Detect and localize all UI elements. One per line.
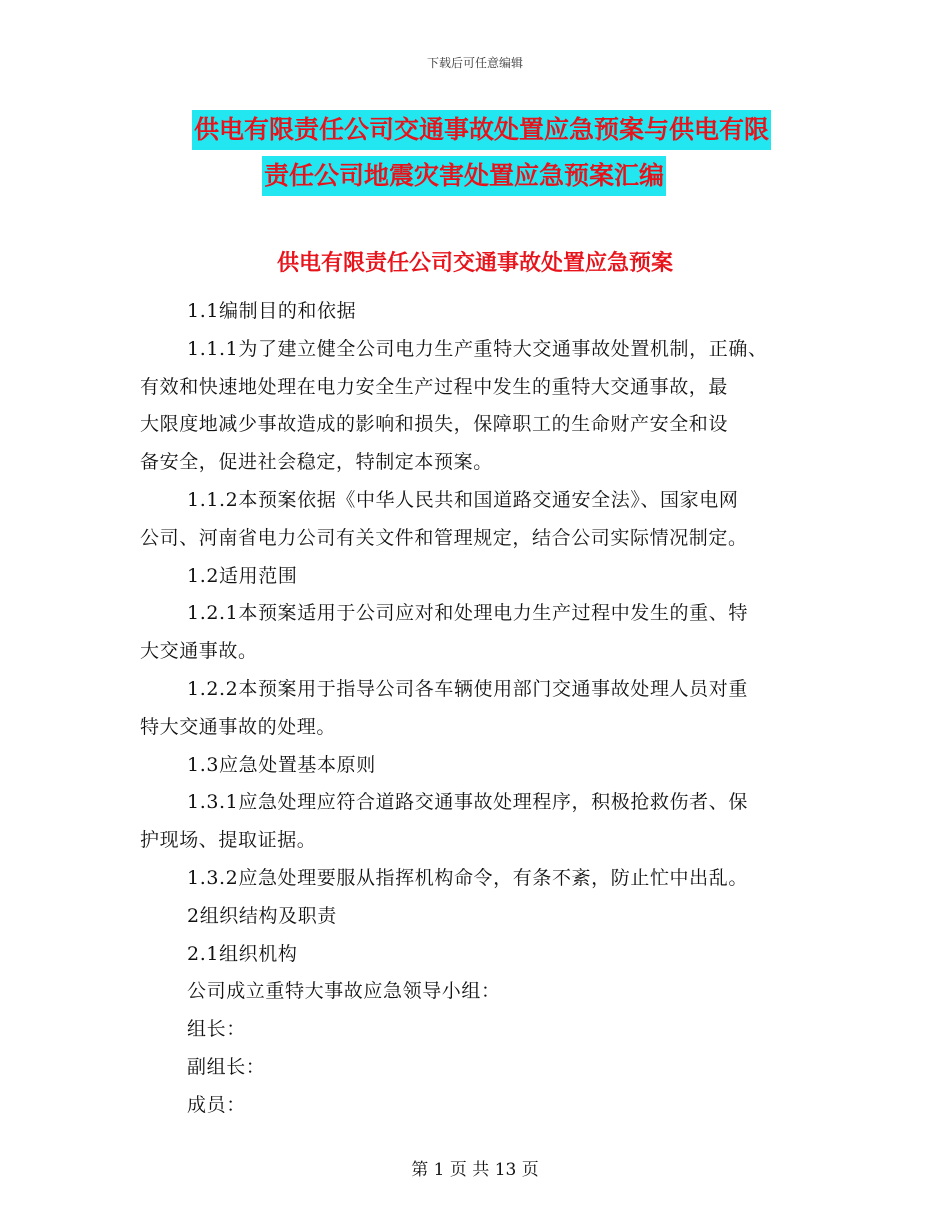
body-line: 特大交通事故的处理。 xyxy=(140,715,337,738)
body-line: 1.2.1本预案适用于公司应对和处理电力生产过程中发生的重、特 xyxy=(187,602,748,625)
body-line: 1.2适用范围 xyxy=(187,564,298,587)
body-line: 1.1编制目的和依据 xyxy=(187,300,357,322)
body-line: 护现场、提取证据。 xyxy=(140,829,317,852)
body-line: 公司、河南省电力公司有关文件和管理规定，结合公司实际情况制定。 xyxy=(140,526,748,549)
body-line: 1.3应急处置基本原则 xyxy=(187,753,376,776)
body-line: 有效和快速地处理在电力安全生产过程中发生的重特大交通事故，最 xyxy=(140,375,729,398)
body-line: 公司成立重特大事故应急领导小组： xyxy=(187,980,501,1003)
body-line: 组长： xyxy=(187,1018,246,1041)
body-line: 成员： xyxy=(187,1093,246,1116)
document-body xyxy=(140,293,820,1125)
body-line: 备安全，促进社会稳定，特制定本预案。 xyxy=(140,451,493,474)
body-line: 1.1.1为了建立健全公司电力生产重特大交通事故处置机制，正确、 xyxy=(187,337,768,360)
body-line: 1.3.2应急处理要服从指挥机构命令，有条不紊，防止忙中出乱。 xyxy=(187,866,748,889)
body-line: 2组织结构及职责 xyxy=(187,904,337,927)
body-line: 1.2.2本预案用于指导公司各车辆使用部门交通事故处理人员对重 xyxy=(187,677,748,700)
document-title-line-1: 供电有限责任公司交通事故处置应急预案与供电有限 xyxy=(192,110,771,150)
body-line: 副组长： xyxy=(187,1055,266,1078)
body-line: 1.3.1应急处理应符合道路交通事故处理程序，积极抢救伤者、保 xyxy=(187,791,748,814)
document-title-line-2: 责任公司地震灾害处置应急预案汇编 xyxy=(262,156,666,196)
body-line: 1.1.2本预案依据《中华人民共和国道路交通安全法》、国家电网 xyxy=(187,488,739,511)
header-note: 下载后可任意编辑 xyxy=(426,56,523,70)
section-title: 供电有限责任公司交通事故处置应急预案 xyxy=(276,251,673,276)
body-line: 2.1组织机构 xyxy=(187,942,298,965)
body-line: 大限度地减少事故造成的影响和损失，保障职工的生命财产安全和设 xyxy=(140,413,729,436)
body-line: 大交通事故。 xyxy=(140,640,258,663)
page-footer: 第 1 页 共 13 页 xyxy=(411,1160,539,1180)
